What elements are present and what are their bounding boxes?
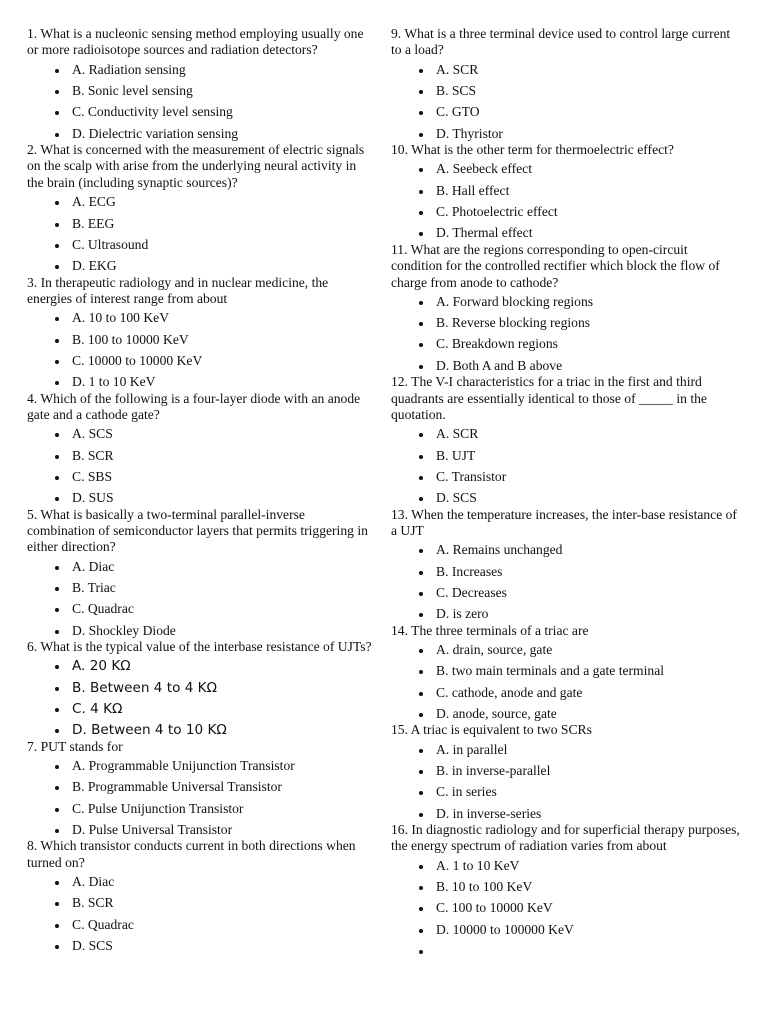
option-b: B. Sonic level sensing [27, 83, 376, 99]
option-list [391, 294, 741, 374]
option-a: A. Programmable Unijunction Transistor [27, 758, 376, 774]
option-a: A. Seebeck effect [391, 161, 741, 177]
option-a: A. in parallel [391, 742, 741, 758]
option-a: A. Diac [27, 559, 376, 575]
option-c: C. Breakdown regions [391, 336, 741, 352]
question-text: 16. In diagnostic radiology and for superficial therapy purposes, the energy spectrum of radiation varies from about [391, 821, 740, 854]
question-11 [391, 242, 741, 374]
question-text: 14. The three terminals of a triac are [391, 622, 589, 638]
option-a: A. SCS [27, 426, 376, 442]
option-b: B. SCS [391, 83, 741, 99]
option-list [27, 758, 376, 838]
option-d: D. EKG [27, 258, 376, 274]
option-list [27, 310, 376, 390]
option-b: B. 100 to 10000 KeV [27, 332, 376, 348]
question-7 [27, 739, 376, 839]
option-c: C. in series [391, 784, 741, 800]
question-text: 11. What are the regions corresponding to open-circuit condition for the controlled rectifier which block the flow of charge from anode to cathode? [391, 241, 720, 290]
option-a: A. 20 KΩ [27, 658, 376, 674]
option-c: C. Quadrac [27, 601, 376, 617]
option-b: B. UJT [391, 448, 741, 464]
option-b: B. Reverse blocking regions [391, 315, 741, 331]
option-d: D. SUS [27, 490, 376, 506]
option-c: C. Pulse Unijunction Transistor [27, 801, 376, 817]
question-text: 8. Which transistor conducts current in both directions when turned on? [27, 838, 356, 870]
option-b: B. 10 to 100 KeV [391, 879, 741, 895]
option-a: A. 10 to 100 KeV [27, 310, 376, 326]
option-list [27, 559, 376, 639]
option-list [391, 642, 741, 722]
option-d: D. Thermal effect [391, 225, 741, 241]
question-10 [391, 142, 741, 242]
option-d: D. Both A and B above [391, 358, 741, 374]
question-6 [27, 639, 376, 739]
option-c: C. 100 to 10000 KeV [391, 900, 741, 916]
option-d: D. 10000 to 100000 KeV [391, 922, 741, 938]
question-3 [27, 275, 376, 391]
option-c: C. GTO [391, 104, 741, 120]
left-column [27, 26, 376, 954]
option-list [391, 858, 741, 960]
question-text: 4. Which of the following is a four-layer diode with an anode gate and a cathode gate? [27, 390, 361, 422]
option-d: D. SCS [27, 938, 376, 954]
option-d: D. in inverse-series [391, 806, 741, 822]
option-b: B. Between 4 to 4 KΩ [27, 680, 376, 696]
option-list [391, 161, 741, 241]
option-c: C. Quadrac [27, 917, 376, 933]
option-a: A. Radiation sensing [27, 62, 376, 78]
option-c: C. SBS [27, 469, 376, 485]
question-16 [391, 822, 741, 959]
option-c: C. Transistor [391, 469, 741, 485]
option-d: D. Shockley Diode [27, 623, 376, 639]
question-15 [391, 722, 741, 822]
question-5 [27, 507, 376, 639]
question-text: 10. What is the other term for thermoelectric effect? [391, 142, 674, 158]
option-a: A. SCR [391, 426, 741, 442]
option-b: B. SCR [27, 448, 376, 464]
option-list [27, 62, 376, 142]
option-list [391, 742, 741, 822]
option-d: D. anode, source, gate [391, 706, 741, 722]
question-2 [27, 142, 376, 274]
option-b: B. two main terminals and a gate terminal [391, 663, 741, 679]
option-c: C. cathode, anode and gate [391, 685, 741, 701]
question-12 [391, 374, 741, 506]
question-text: 12. The V-I characteristics for a triac in the first and third quadrants are essentially identical to those of _____ in the quotation. [391, 374, 707, 422]
option-d: D. Between 4 to 10 KΩ [27, 722, 376, 738]
option-b: B. in inverse-parallel [391, 763, 741, 779]
question-14 [391, 623, 741, 723]
option-d: D. Pulse Universal Transistor [27, 822, 376, 838]
option-empty [391, 943, 741, 959]
option-list [27, 194, 376, 274]
question-9 [391, 26, 741, 142]
option-d: D. Dielectric variation sensing [27, 126, 376, 142]
right-column [391, 26, 741, 959]
option-a: A. SCR [391, 62, 741, 78]
option-list [391, 542, 741, 622]
option-d: D. 1 to 10 KeV [27, 374, 376, 390]
option-c: C. Photoelectric effect [391, 204, 741, 220]
option-b: B. Hall effect [391, 183, 741, 199]
option-list [27, 426, 376, 506]
option-c: C. 4 KΩ [27, 701, 376, 717]
option-a: A. ECG [27, 194, 376, 210]
option-d: D. is zero [391, 606, 741, 622]
question-text: 3. In therapeutic radiology and in nuclear medicine, the energies of interest range from about [27, 274, 329, 306]
option-c: C. Conductivity level sensing [27, 104, 376, 120]
question-text: 2. What is concerned with the measurement of electric signals on the scalp with arise from the underlying neural activity in the brain (including synaptic sources)? [27, 142, 365, 190]
option-a: A. Diac [27, 874, 376, 890]
option-a: A. 1 to 10 KeV [391, 858, 741, 874]
question-text: 5. What is basically a two-terminal parallel-inverse combination of semiconductor layers that permits triggering in either direction? [27, 506, 368, 555]
option-a: A. Forward blocking regions [391, 294, 741, 310]
option-list [391, 426, 741, 506]
option-b: B. Triac [27, 580, 376, 596]
option-list [27, 658, 376, 738]
question-1 [27, 26, 376, 142]
question-13 [391, 507, 741, 623]
question-text: 7. PUT stands for [27, 738, 123, 754]
option-c: C. Decreases [391, 585, 741, 601]
question-text: 13. When the temperature increases, the inter-base resistance of a UJT [391, 506, 737, 538]
option-d: D. SCS [391, 490, 741, 506]
option-b: B. EEG [27, 216, 376, 232]
option-list [27, 874, 376, 954]
option-a: A. drain, source, gate [391, 642, 741, 658]
option-a: A. Remains unchanged [391, 542, 741, 558]
option-b: B. Programmable Universal Transistor [27, 779, 376, 795]
question-text: 6. What is the typical value of the interbase resistance of UJTs? [27, 639, 372, 655]
option-b: B. Increases [391, 564, 741, 580]
question-text: 1. What is a nucleonic sensing method employing usually one or more radioisotope sources and radiation detectors? [27, 26, 364, 58]
question-text: 15. A triac is equivalent to two SCRs [391, 722, 592, 738]
option-c: C. 10000 to 10000 KeV [27, 353, 376, 369]
option-d: D. Thyristor [391, 126, 741, 142]
option-c: C. Ultrasound [27, 237, 376, 253]
question-4 [27, 391, 376, 507]
question-8 [27, 838, 376, 954]
option-list [391, 62, 741, 142]
option-b: B. SCR [27, 895, 376, 911]
question-text: 9. What is a three terminal device used to control large current to a load? [391, 26, 731, 58]
